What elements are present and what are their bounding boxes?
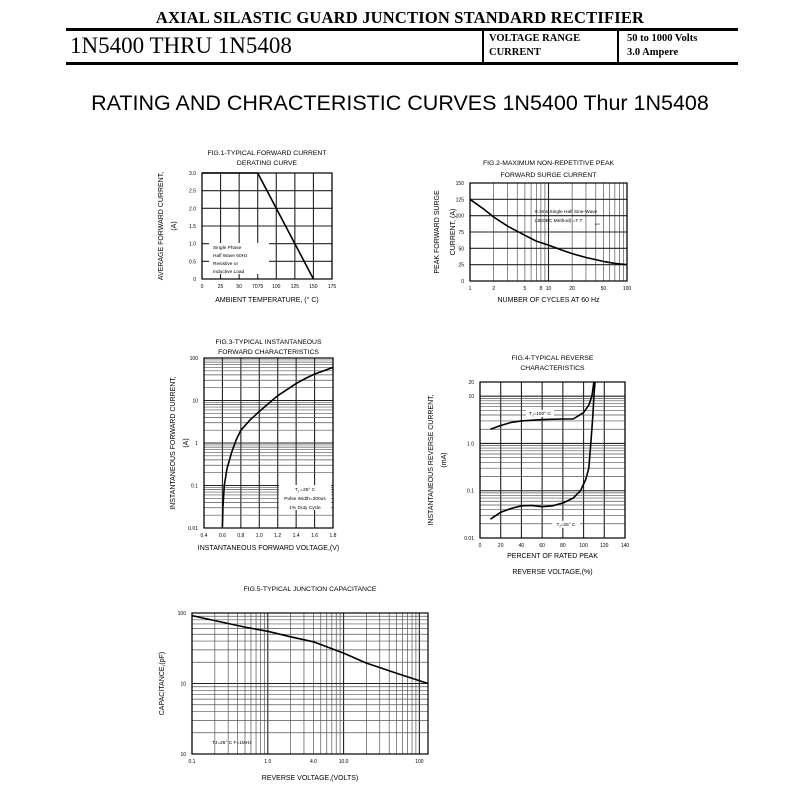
x-tick-label: 100 — [622, 286, 632, 292]
y-tick-label: 0.01 — [464, 536, 474, 542]
x-tick-label: 10.0 — [338, 759, 349, 765]
chart-title: CHARACTERISTICS — [520, 365, 585, 372]
annotation-text: TJ=25° C F=1MHz — [212, 741, 252, 746]
y-axis-label: AVERAGE FORWARD CURRENT, — [158, 171, 165, 281]
spec-label-voltage-range: VOLTAGE RANGE — [489, 33, 581, 44]
x-axis-label: INSTANTANEOUS FORWARD VOLTAGE,(V) — [197, 545, 340, 552]
x-axis-label: NUMBER OF CYCLES AT 60 Hz — [497, 297, 600, 304]
fig5-chart — [159, 586, 428, 782]
x-tick-label: 0.1 — [188, 759, 196, 765]
y-tick-label: 0.5 — [189, 259, 196, 266]
y-tick-label: 10 — [192, 398, 198, 405]
chart-title: FORWARD CHARACTERISTICS — [218, 349, 319, 356]
x-tick-label: 100 — [579, 543, 588, 549]
chart-title: DERATING CURVE — [236, 160, 298, 167]
x-tick-label: 80 — [560, 543, 566, 549]
series-label: T⁁=100° C — [529, 411, 551, 417]
y-tick-label: 0 — [461, 279, 464, 285]
fig4-chart — [428, 355, 629, 576]
document-header-title: AXIAL SILASTIC GUARD JUNCTION STANDARD RECTIFIER — [155, 8, 645, 27]
y-tick-label: 0.01 — [188, 526, 198, 532]
y-axis-label: INSTANTANEOUS FORWARD CURRENT, — [170, 376, 177, 510]
x-tick-label: 0.8 — [237, 533, 245, 539]
x-tick-label: 2 — [492, 286, 496, 292]
x-tick-label: 1.0 — [255, 533, 263, 539]
x-axis-label: AMBIENT TEMPERATURE, (° C) — [215, 297, 319, 304]
x-tick-label: 1.6 — [311, 533, 319, 539]
chart-title: FORWARD SURGE CURRENT — [500, 172, 597, 179]
x-tick-label: 120 — [600, 543, 609, 549]
y-axis-label: CAPACITANCE,(pF) — [159, 651, 166, 716]
x-tick-label: 100 — [415, 759, 424, 765]
y-tick-label: 2.0 — [189, 206, 196, 213]
x-tick-label: 1 — [468, 286, 472, 292]
y-tick-label: 3.0 — [189, 171, 196, 177]
x-tick-label: 8 — [539, 286, 543, 292]
x-tick-label: 7075 — [252, 284, 264, 290]
y-tick-label: 10 — [468, 394, 474, 401]
chart-title: FIG.5-TYPICAL JUNCTION CAPACITANCE — [243, 586, 377, 593]
x-tick-label: 5 — [523, 286, 527, 292]
y-tick-label: 2.5 — [189, 188, 196, 195]
x-tick-label: 4.0 — [309, 759, 317, 765]
x-tick-label: 175 — [327, 284, 337, 290]
x-tick-label: 0 — [200, 284, 204, 290]
y-tick-label: 10 — [180, 681, 186, 688]
y-tick-label: 10 — [180, 752, 186, 758]
x-axis-label: REVERSE VOLTAGE,(%) — [512, 569, 593, 576]
y-axis-label: INSTANTANEOUS REVERSE CURRENT, — [428, 394, 435, 526]
x-tick-label: 10 — [545, 286, 552, 292]
part-number-range: 1N5400 THRU 1N5408 — [70, 33, 292, 58]
y-tick-label: 100 — [189, 356, 198, 362]
y-tick-label: 0 — [193, 277, 196, 283]
annotation-text: Pulse Width=300us — [284, 497, 326, 502]
x-tick-label: 1.4 — [292, 533, 300, 539]
y-tick-label: 20 — [468, 380, 474, 386]
x-axis-label: REVERSE VOLTAGE,(VOLTS) — [261, 775, 359, 782]
x-tick-label: 60 — [539, 543, 545, 549]
y-tick-label: 100 — [455, 213, 464, 220]
x-tick-label: 140 — [620, 543, 630, 549]
plot-frame — [480, 382, 625, 538]
y-tick-label: 1.5 — [189, 224, 196, 230]
spec-value-voltage-range: 50 to 1000 Volts — [627, 33, 698, 44]
chart-title: FIG.1-TYPICAL FORWARD CURRENT — [207, 150, 327, 157]
y-axis-label: CURRENT, (A) — [450, 208, 457, 256]
y-axis-label: (mA) — [441, 452, 448, 468]
y-axis-label: (A) — [183, 438, 190, 448]
annotation-text: Half Wave 60Hz — [213, 254, 248, 259]
y-tick-label: 100 — [177, 611, 186, 617]
y-tick-label: 50 — [458, 246, 464, 253]
x-tick-label: 100 — [272, 284, 281, 290]
spec-value-current: 3.0 Ampere — [627, 47, 679, 58]
x-tick-label: 0 — [478, 543, 482, 549]
annotation-text: T⁁ =25° C — [294, 488, 316, 493]
x-tick-label: 20 — [569, 286, 575, 292]
x-tick-label: 0.4 — [200, 533, 208, 539]
y-tick-label: 1.0 — [467, 441, 474, 448]
x-tick-label: 20 — [497, 543, 504, 549]
fig1-chart — [158, 150, 336, 304]
fig2-chart — [434, 160, 631, 304]
spec-label-current: CURRENT — [489, 47, 541, 58]
chart-title: FIG.4-TYPICAL REVERSE — [511, 355, 594, 362]
y-axis-label: (A) — [171, 221, 178, 231]
annotation-text: 1% Duty Cycle — [289, 506, 321, 511]
x-tick-label: 25 — [217, 284, 224, 290]
annotation-text: prm — [595, 222, 601, 226]
x-tick-label: 150 — [309, 284, 318, 290]
chart-title: FIG.3-TYPICAL INSTANTANEOUS — [215, 339, 322, 346]
x-axis-label: PERCENT OF RATED PEAK — [507, 553, 598, 560]
annotation-text: 8.3ms Single Half Sine-Wave — [535, 210, 598, 215]
y-tick-label: 150 — [455, 181, 464, 187]
x-tick-label: 0.6 — [218, 533, 226, 539]
y-tick-label: 0.1 — [467, 488, 474, 495]
x-tick-label: 1.2 — [274, 533, 282, 539]
y-tick-label: 1 — [195, 441, 198, 447]
annotation-text: Single Phase — [213, 246, 242, 251]
annotation-text: (JEDEC Method) =T T — [535, 219, 583, 224]
annotation-text: Inductive Load — [213, 270, 245, 275]
y-tick-label: 125 — [455, 197, 464, 204]
page-title: RATING AND CHRACTERISTIC CURVES 1N5400 Thur 1N5408 — [91, 91, 709, 115]
annotation-text: Resistive or — [213, 262, 239, 267]
fig3-chart — [170, 339, 339, 552]
y-tick-label: 0.1 — [191, 483, 198, 490]
y-tick-label: 75 — [458, 230, 464, 236]
y-axis-label: PEAK FORWARD SURGE — [434, 190, 441, 274]
chart-title: FIG.2-MAXIMUM NON-REPETITIVE PEAK — [482, 160, 615, 167]
y-tick-label: 1.0 — [189, 241, 196, 248]
x-tick-label: 40 — [518, 543, 525, 549]
x-tick-label: 1.8 — [329, 533, 337, 539]
x-tick-label: 125 — [290, 284, 300, 290]
series-label: T⁁=25° C — [556, 522, 576, 528]
x-tick-label: 50 — [236, 284, 242, 290]
y-tick-label: 25 — [458, 262, 464, 269]
x-tick-label: 1.0 — [264, 759, 272, 765]
x-tick-label: 50 — [600, 286, 607, 292]
